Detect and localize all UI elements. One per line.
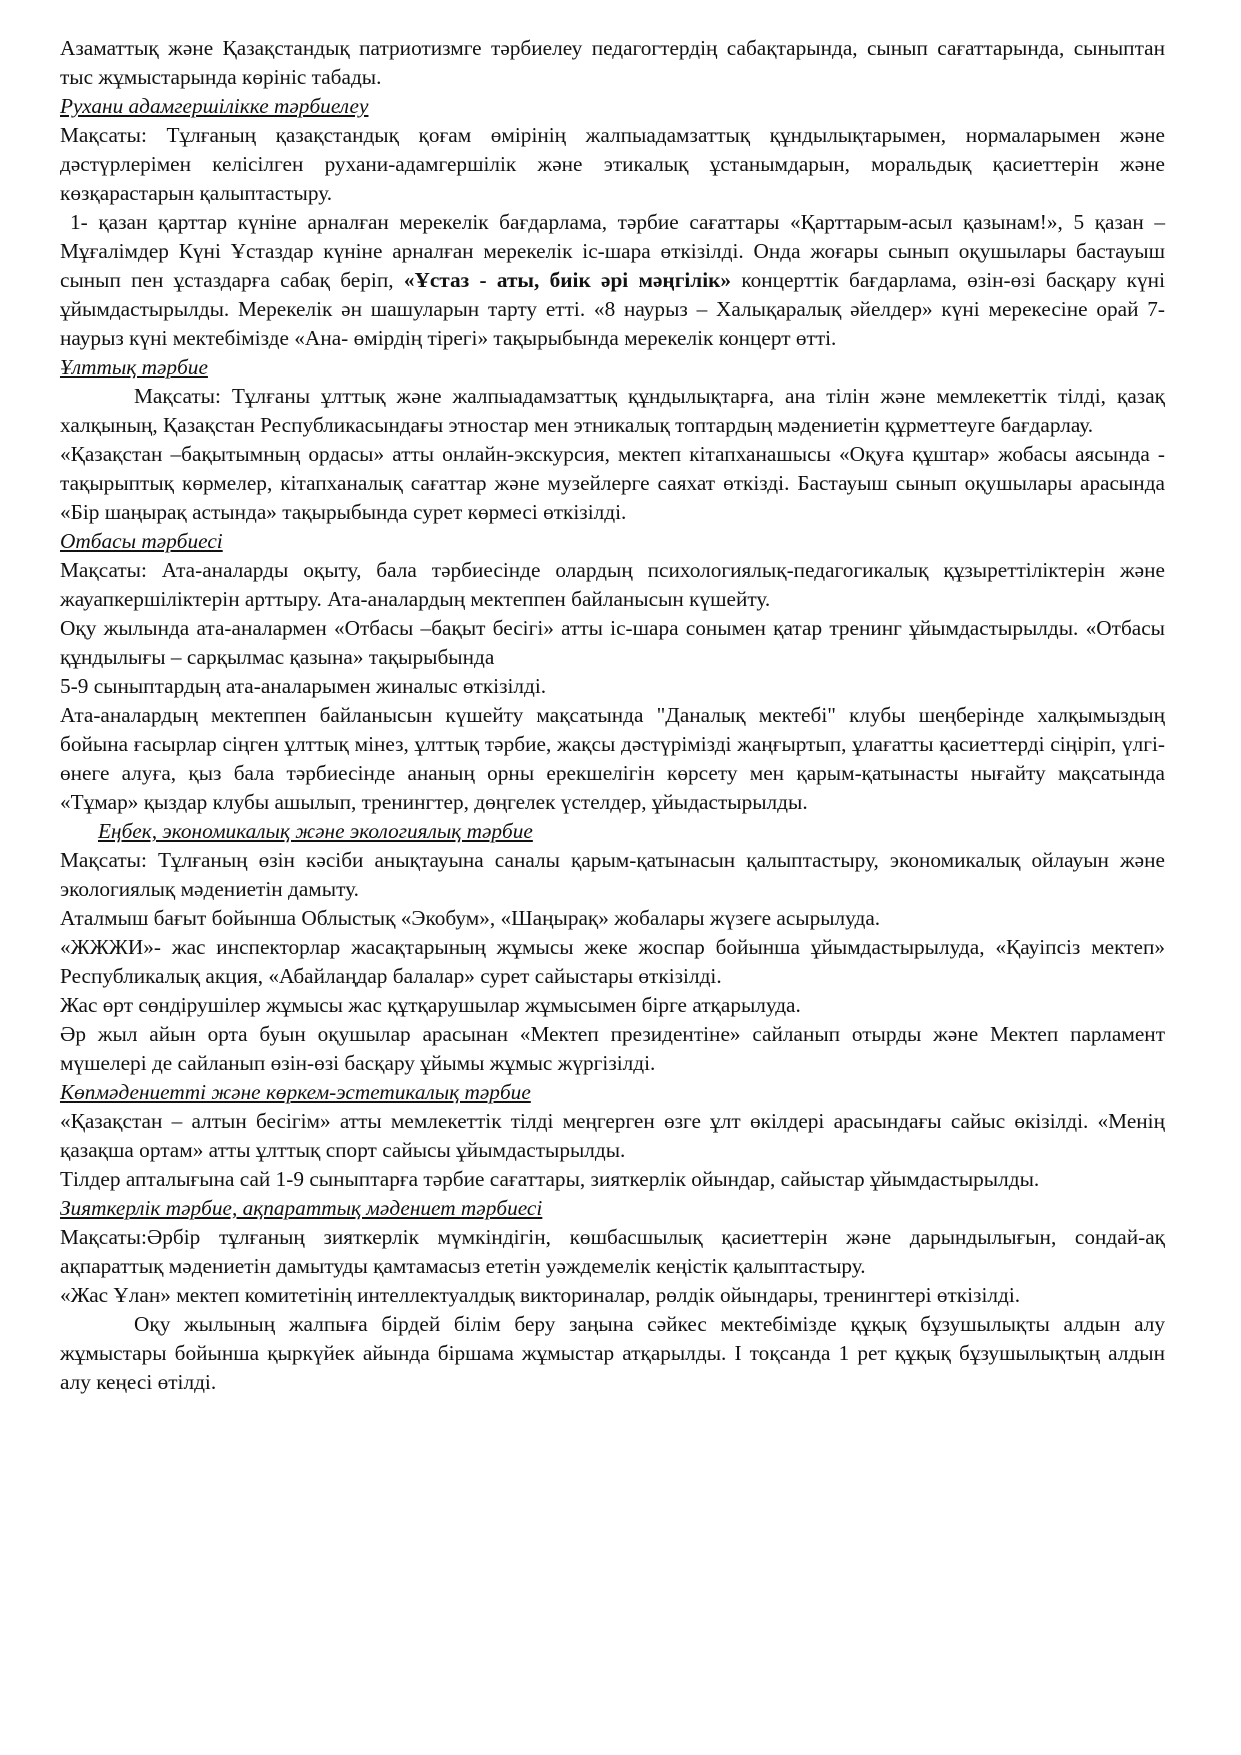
paragraph-firefighters: Жас өрт сөндірушілер жұмысы жас құтқарушылар жұмысымен бірге атқарылуда. xyxy=(60,993,801,1017)
paragraph-inspectors: «ЖЖЖИ»- жас инспекторлар жасақтарының жұмысы жеке жоспар бойынша ұйымдастырылуда, «Қауіпсіз мектеп» Республикалық акция, «Абайлаңдар балалар» сурет сайыстары өткізілді. xyxy=(60,935,1165,988)
bold-concert-title: «Ұстаз - аты, биік әрі мәңгілік» xyxy=(403,268,732,292)
paragraph-family-goal: Мақсаты: Ата-аналарды оқыту, бала тәрбиесінде олардың психологиялық-педагогикалық құзыреттіліктерін және жауапкершіліктерін арттыру. Ата-аналардың мектеппен байланысын күшейту. xyxy=(60,558,1165,611)
heading-multicultural-aesthetic: Көпмәдениетті және көркем-эстетикалық тәрбие xyxy=(60,1080,531,1104)
text-run: 1- қазан қарттар күніне арналған мерекелік бағдарлама, тәрбие сағаттары «Қарттарым-асыл қазынам!», 5 қазан – Мұғалімдер Күні Ұстаздар күніне арналған мерекелік іс-шара өткізілді. Онда жоғары сынып оқушылары бастауыш сынып пен ұстаздарға сабақ беріп, xyxy=(60,210,1165,292)
text-run: концерттік бағдарлама, өзін-өзі басқару күні ұйымдастырылды. Мерекелік ән шашуларын тарту етті. «8 наурыз – Халықаралық әйелдер» күні мерекесіне орай 7-наурыз күні мектебімізде «Ана- өмірдің тірегі» тақырыбында мерекелік концерт өтті. xyxy=(60,268,1165,350)
paragraph-school-parliament: Әр жыл айын орта буын оқушылар арасынан «Мектеп президентіне» сайланып отырды және Мектеп парламент мүшелері де сайланып өзін-өзі басқару ұйымы жұмыс жүргізілді. xyxy=(60,1022,1165,1075)
paragraph-tumar-club: Ата-аналардың мектеппен байланысын күшейту мақсатында "Даналық мектебі" клубы шеңберінде халқымыздың бойына ғасырлар сіңген ұлттық мінез, ұлттық тәрбие, жақсы дәстүрімізді жаңғыртып, ұлағатты қасиеттерді сіңіріп, үлгі-өнеге алуға, қыз бала тәрбиесінде ананың орны ерекшелігін көрсету мен қарым-қатынасты нығайту мақсатында «Тұмар» қыздар клубы ашылып, тренингтер, дөңгелек үстелдер, ұйыдастырылды. xyxy=(60,703,1165,814)
paragraph-family-events: Оқу жылында ата-аналармен «Отбасы –бақыт бесігі» атты іс-шара сонымен қатар тренинг ұйымдастырылды. «Отбасы құндылығы – сарқылмас қазына» тақырыбында xyxy=(60,616,1165,669)
paragraph-language-contest: «Қазақстан – алтын бесігім» атты мемлекеттік тілді меңгерген өзге ұлт өкілдері арасындағы сайыс өкізілді. «Менің қазақша ортам» атты ұлттық спорт сайысы ұйымдастырылды. xyxy=(60,1109,1165,1162)
paragraph-intellectual-goal: Мақсаты:Әрбір тұлғаның зияткерлік мүмкіндігін, көшбасшылық қасиеттерін және дарындылығын, сондай-ақ ақпараттық мәдениетін дамытуды қамтамасыз ететін уәждемелік кеңістік қалыптастыру. xyxy=(60,1225,1165,1278)
paragraph-zhas-ulan: «Жас Ұлан» мектеп комитетінің интеллектуалдық викториналар, рөлдік ойындары, тренингтері өткізілді. xyxy=(60,1283,1021,1307)
paragraph-crime-prevention: Оқу жылының жалпыға бірдей білім беру заңына сәйкес мектебімізде құқық бұзушылықты алдын алу жұмыстары бойынша қыркүйек айында біршама жұмыстар атқарылды. І тоқсанда 1 рет құқық бұзушылықтың алдын алу кеңесі өтілді. xyxy=(60,1312,1165,1394)
paragraph-national-events: «Қазақстан –бақытымның ордасы» атты онлайн-экскурсия, мектеп кітапханашысы «Оқуға құштар» жобасы аясында - тақырыптық көрмелер, кітапханалық сағаттар және музейлерге саяхат өткізді. Бастауыш сынып оқушылары арасында «Бір шаңырақ астында» тақырыбында сурет көрмесі өткізілді. xyxy=(60,442,1165,524)
paragraph-spiritual-goal: Мақсаты: Тұлғаның қазақстандық қоғам өмірінің жалпыадамзаттық құндылықтарымен, нормаларымен және дәстүрлерімен келісілген рухани-адамгершілік және этикалық ұстанымдарын, моральдық қасиеттерін және көзқарастарын қалыптастыру. xyxy=(60,123,1165,205)
paragraph-parent-meeting: 5-9 сыныптардың ата-аналарымен жиналыс өткізілді. xyxy=(60,674,547,698)
heading-family-education: Отбасы тәрбиесі xyxy=(60,529,223,553)
paragraph-spiritual-events xyxy=(60,208,1165,353)
paragraph-language-week: Тілдер апталығына сай 1-9 сыныптарға тәрбие сағаттары, зияткерлік ойындар, сайыстар ұйымдастырылды. xyxy=(60,1167,1040,1191)
heading-national-education: Ұлттық тәрбие xyxy=(60,355,208,379)
paragraph-national-goal: Мақсаты: Тұлғаны ұлттық және жалпыадамзаттық құндылықтарға, ана тілін және мемлекеттік тілді, қазақ халқының, Қазақстан Республикасындағы этностар мен этникалық топтардың мәдениетін құрметтеуге бағдарлау. xyxy=(60,384,1165,437)
heading-spiritual-moral: Рухани адамгершілікке тәрбиелеу xyxy=(60,94,369,118)
heading-labor-ecology: Еңбек, экономикалық және экологиялық тәрбие xyxy=(98,819,533,843)
paragraph-projects: Аталмыш бағыт бойынша Облыстық «Экобум», «Шаңырақ» жобалары жүзеге асырылуда. xyxy=(60,906,881,930)
heading-intellectual-information: Зияткерлік тәрбие, ақпараттық мәдениет тәрбиесі xyxy=(60,1196,543,1220)
paragraph-civic-patriotism: Азаматтық және Қазақстандық патриотизмге тәрбиелеу педагогтердің сабақтарында, сынып сағаттарында, сыныптан тыс жұмыстарында көрініс табады. xyxy=(60,36,1165,89)
paragraph-labor-goal: Мақсаты: Тұлғаның өзін кәсіби анықтауына саналы қарым-қатынасын қалыптастыру, экономикалық ойлауын және экологиялық мәдениетін дамыту. xyxy=(60,848,1165,901)
